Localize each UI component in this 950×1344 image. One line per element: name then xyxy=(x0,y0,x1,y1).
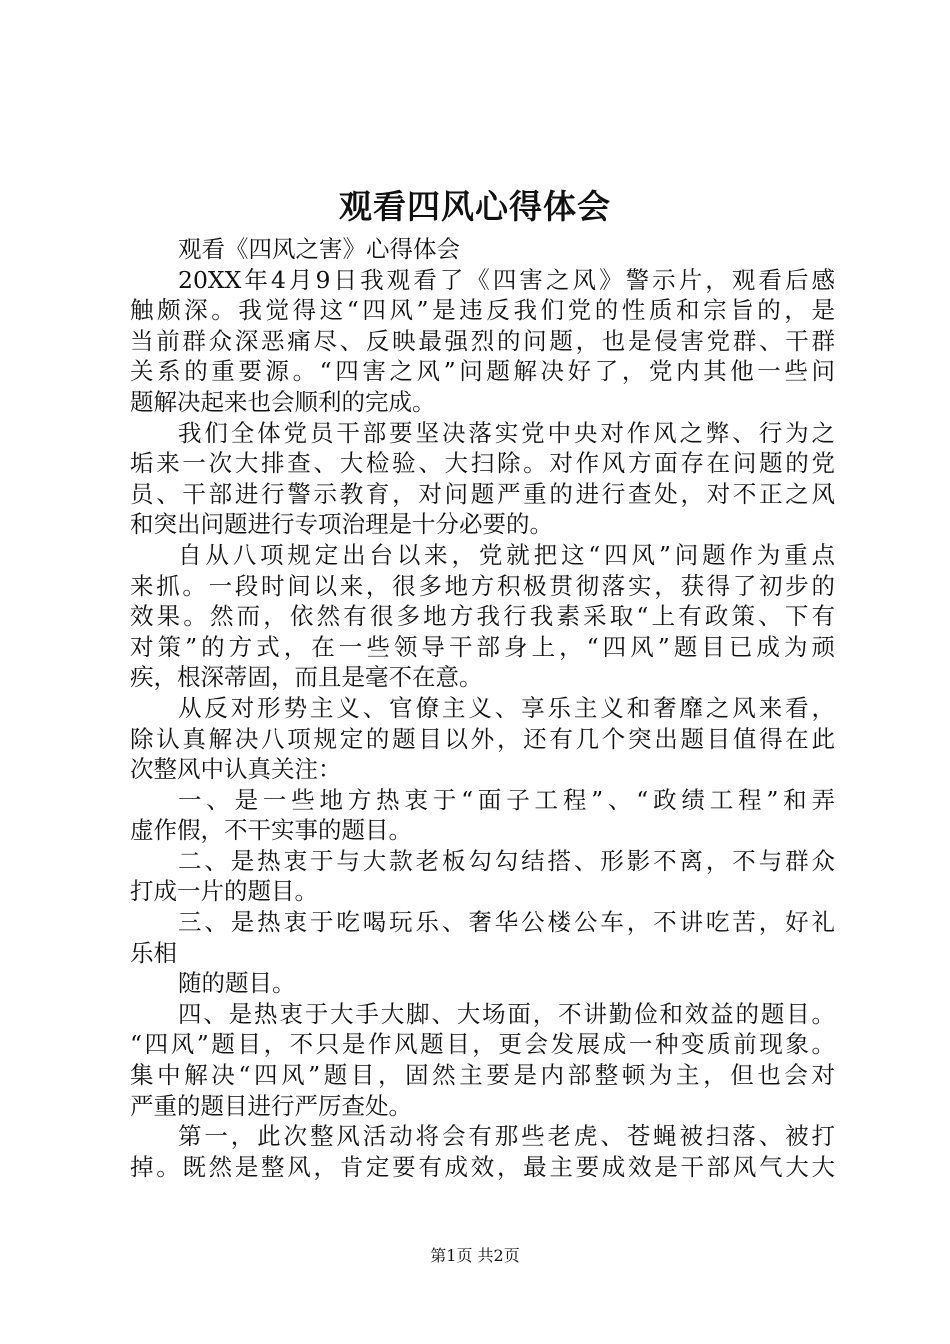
paragraph-line: 三、是热衷于吃喝玩乐、奢华公楼公车，不讲吃苦，好礼 xyxy=(178,908,835,937)
paragraph-line: 掉。既然是整风，肯定要有成效，最主要成效是干部风气大大 xyxy=(130,1152,835,1181)
paragraph-line: 关系的重要源。“四害之风”问题解决好了，党内其他一些问 xyxy=(130,357,835,386)
paragraph-line: 疾，根深蒂固，而且是毫不在意。 xyxy=(130,663,483,692)
paragraph-line: 严重的题目进行严厉查处。 xyxy=(130,1091,412,1120)
paragraph-line: 20XX年4月9日我观看了《四害之风》警示片，观看后感 xyxy=(178,265,835,294)
document-title: 观看四风心得体会 xyxy=(339,187,611,226)
paragraph-line: 自从八项规定出台以来，党就把这“四风”问题作为重点 xyxy=(178,540,835,569)
paragraph-line: 员、干部进行警示教育，对问题严重的进行查处，对不正之风 xyxy=(130,479,835,508)
paragraph-line: 除认真解决八项规定的题目以外，还有几个突出题目值得在此 xyxy=(130,724,835,753)
paragraph-line: 次整风中认真关注： xyxy=(130,755,342,784)
subtitle-line: 观看《四风之害》心得体会 xyxy=(178,235,460,263)
paragraph-line: “四风”题目，不只是作风题目，更会发展成一种变质前现象。 xyxy=(130,1030,835,1059)
paragraph-line: 来抓。一段时间以来，很多地方积极贯彻落实，获得了初步的 xyxy=(130,571,835,600)
paragraph-line: 对策”的方式，在一些领导干部身上，“四风”题目已成为顽 xyxy=(130,632,835,661)
paragraph-line: 集中解决“四风”题目，固然主要是内部整顿为主，但也会对 xyxy=(130,1061,835,1090)
paragraph-line: 乐相 xyxy=(130,938,177,967)
paragraph-line: 垢来一次大排查、大检验、大扫除。对作风方面存在问题的党 xyxy=(130,449,835,478)
paragraph-line: 当前群众深恶痛尽、反映最强烈的问题，也是侵害党群、干群 xyxy=(130,326,835,355)
paragraph-line: 我们全体党员干部要坚决落实党中央对作风之弊、行为之 xyxy=(178,418,835,447)
paragraph-line: 二、是热衷于与大款老板勾勾结搭、形影不离，不与群众 xyxy=(178,846,835,875)
paragraph-line: 虚作假，不干实事的题目。 xyxy=(130,816,412,845)
paragraph-line: 第一，此次整风活动将会有那些老虎、苍蝇被扫落、被打 xyxy=(178,1122,835,1151)
paragraph-line: 触颇深。我觉得这“四风”是违反我们党的性质和宗旨的，是 xyxy=(130,296,835,325)
paragraph-line: 效果。然而，依然有很多地方我行我素采取“上有政策、下有 xyxy=(130,602,835,631)
paragraph-line: 一、是一些地方热衷于“面子工程”、“政绩工程”和弄 xyxy=(178,785,835,814)
paragraph-line: 题解决起来也会顺利的完成。 xyxy=(130,387,436,416)
paragraph-line: 从反对形势主义、官僚主义、享乐主义和奢靡之风来看， xyxy=(178,693,835,722)
document-body xyxy=(130,234,835,1182)
page-number-footer: 第1页 共2页 xyxy=(430,1246,520,1265)
paragraph-line: 和突出问题进行专项治理是十分必要的。 xyxy=(130,510,553,539)
paragraph-line: 四、是热衷于大手大脚、大场面，不讲勤俭和效益的题目。 xyxy=(178,999,835,1028)
paragraph-line: 随的题目。 xyxy=(178,969,296,998)
paragraph-line: 打成一片的题目。 xyxy=(130,877,318,906)
